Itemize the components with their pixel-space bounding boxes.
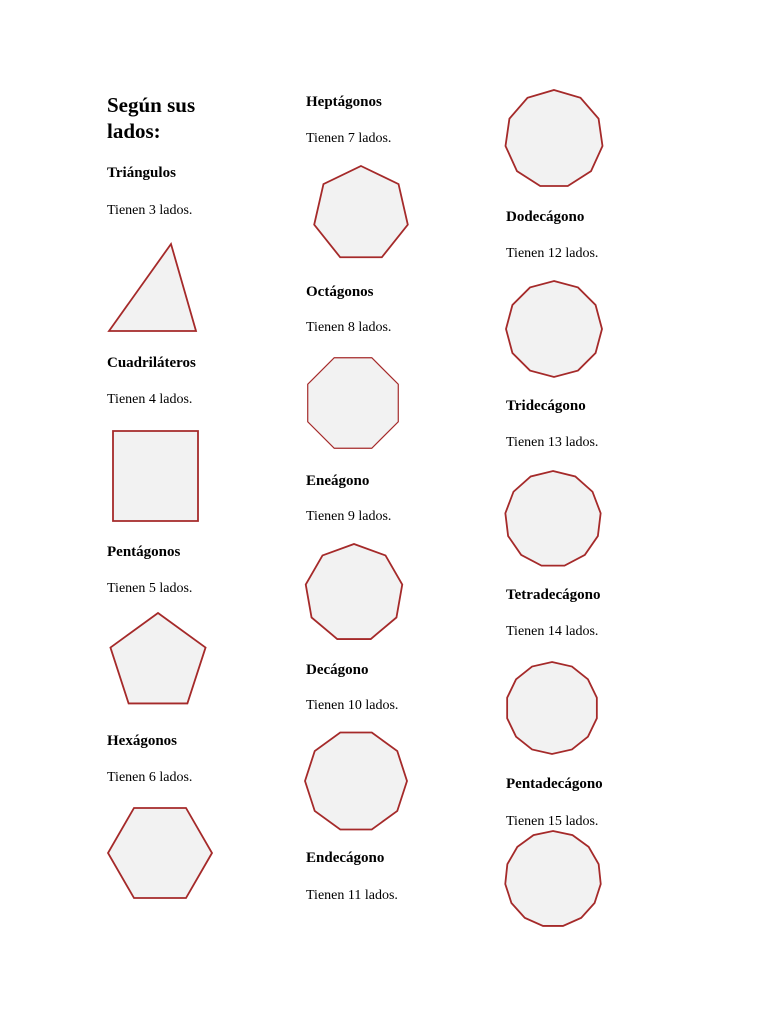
- polygon-title-eneagono: Eneágono: [306, 473, 370, 489]
- polygon-title-dodecagono: Dodecágono: [506, 209, 585, 225]
- pentagon-shape: [103, 610, 213, 720]
- tridecagon-shape: [503, 469, 603, 569]
- polygon-desc-endecagono: Tienen 11 lados.: [306, 888, 398, 903]
- polygon-desc-hexagonos: Tienen 6 lados.: [107, 770, 193, 785]
- polygon-title-hexagonos: Hexágonos: [107, 733, 178, 749]
- polygon-title-triangulos: Triángulos: [107, 165, 176, 181]
- polygon-desc-dodecagono: Tienen 12 lados.: [506, 246, 599, 261]
- heptagon-shape: [311, 164, 411, 264]
- decagon-polygon: [305, 733, 407, 830]
- heptagon-polygon: [314, 166, 408, 257]
- enneagon-shape: [304, 543, 404, 643]
- octagon-polygon: [308, 358, 399, 449]
- page-heading: [107, 92, 247, 144]
- polygon-desc-octagonos: Tienen 8 lados.: [306, 320, 392, 335]
- polygon-desc-pentadecagono: Tienen 15 lados.: [506, 814, 599, 829]
- polygon-title-cuadrilateros: Cuadriláteros: [107, 355, 196, 371]
- dodecagon-polygon: [506, 281, 602, 377]
- polygon-title-octagonos: Octágonos: [306, 284, 374, 300]
- hexagon-shape: [105, 804, 215, 904]
- pentagon-polygon: [110, 613, 205, 703]
- tridecagon-polygon: [505, 471, 600, 566]
- page-heading-line-1: Según sus: [107, 93, 196, 117]
- polygon-desc-tetradecagono: Tienen 14 lados.: [506, 624, 599, 639]
- triangle-polygon: [109, 244, 196, 331]
- enneagon-polygon: [306, 544, 403, 639]
- pentadecagon-shape: [503, 829, 603, 929]
- polygon-title-endecagono: Endecágono: [306, 850, 385, 866]
- polygon-title-pentadecagono: Pentadecágono: [506, 776, 603, 792]
- page-heading-line-2: lados:: [107, 119, 161, 143]
- polygon-desc-triangulos: Tienen 3 lados.: [107, 203, 193, 218]
- hexagon-polygon: [108, 808, 212, 898]
- tetradecagon-polygon: [507, 662, 597, 754]
- hendecagon-polygon: [506, 90, 603, 186]
- decagon-shape: [304, 729, 408, 833]
- octagon-shape: [303, 353, 403, 453]
- polygon-desc-decagono: Tienen 10 lados.: [306, 698, 399, 713]
- square-polygon: [113, 431, 198, 521]
- polygon-title-tridecagono: Tridecágono: [506, 398, 586, 414]
- polygon-title-tetradecagono: Tetradecágono: [506, 587, 601, 603]
- polygon-desc-eneagono: Tienen 9 lados.: [306, 509, 392, 524]
- dodecagon-shape: [504, 280, 604, 380]
- square-shape: [0, 0, 1, 1]
- polygon-title-decagono: Decágono: [306, 662, 369, 678]
- hendecagon-shape: [504, 89, 604, 189]
- tetradecagon-shape: [504, 660, 600, 756]
- polygon-desc-cuadrilateros: Tienen 4 lados.: [107, 392, 193, 407]
- polygon-desc-heptagonos: Tienen 7 lados.: [306, 131, 392, 146]
- polygon-desc-pentagonos: Tienen 5 lados.: [107, 581, 193, 596]
- pentadecagon-polygon: [505, 831, 600, 926]
- polygon-desc-tridecagono: Tienen 13 lados.: [506, 435, 599, 450]
- polygon-title-pentagonos: Pentágonos: [107, 544, 181, 560]
- polygon-title-heptagonos: Heptágonos: [306, 94, 382, 110]
